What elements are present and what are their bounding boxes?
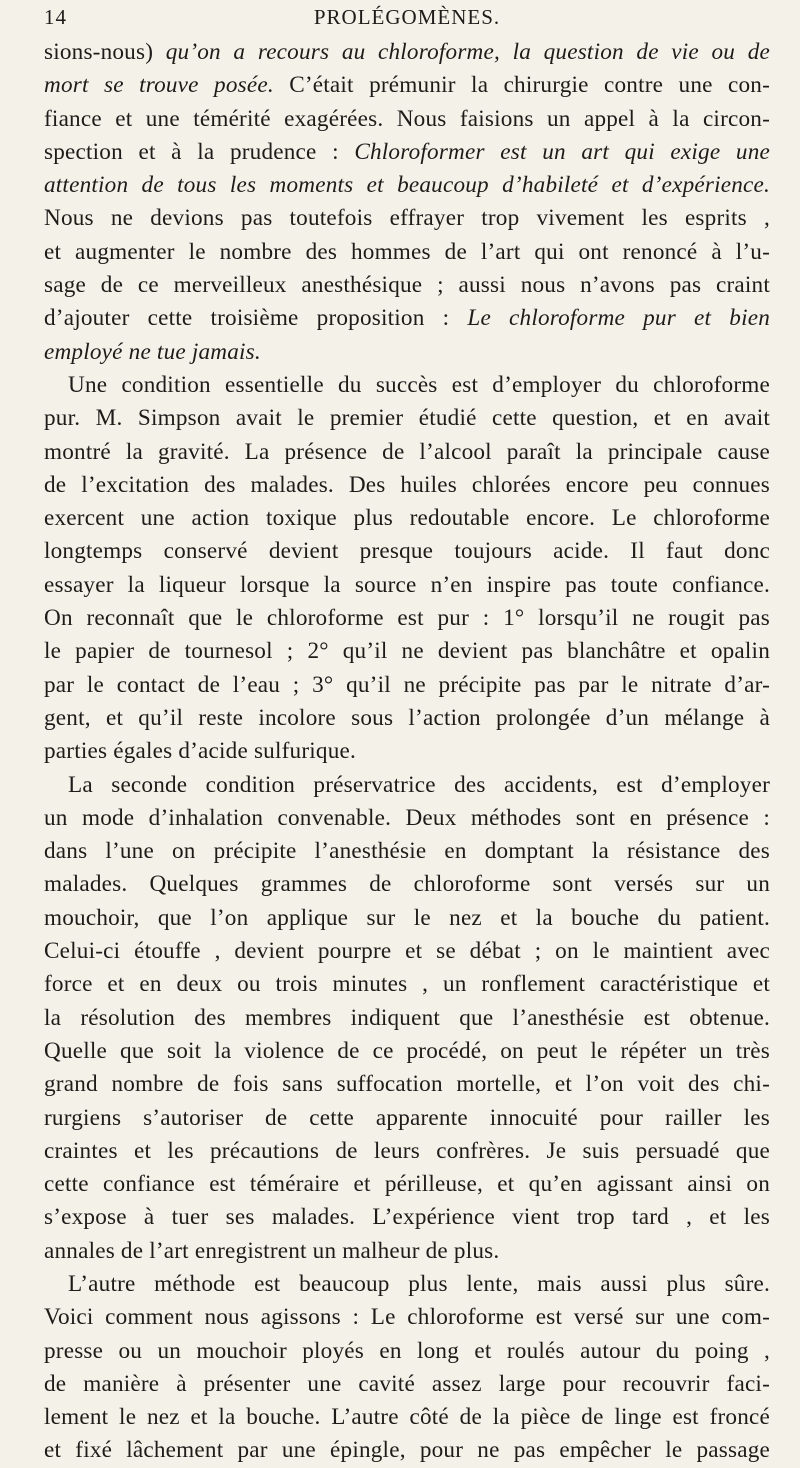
text-segment: C’était prémunir la chirurgie contre une con- — [273, 72, 770, 99]
text-segment: s’expose à tuer ses malades. L’expérience vient trop tard , et les — [44, 1204, 770, 1231]
text-line — [44, 1102, 770, 1135]
text-line — [44, 469, 770, 502]
text-segment: cette confiance est téméraire et périlleuse, et qu’en agissant ainsi on — [44, 1171, 770, 1198]
italic-text: Le chloroforme pur et bien — [467, 305, 770, 332]
text-line — [44, 735, 770, 768]
text-line — [44, 1268, 770, 1301]
text-segment: et fixé lâchement par une épingle, pour ne pas empêcher le passage — [44, 1437, 770, 1464]
text-segment: d’ajouter cette troisième proposition : — [44, 305, 468, 332]
text-segment: dans l’une on précipite l’anesthésie en domptant la résistance des — [44, 838, 770, 865]
text-segment: montré la gravité. La présence de l’alcool paraît la principale cause — [44, 438, 770, 465]
text-segment: fiance et une témérité exagérées. Nous faisions un appel à la circon- — [44, 105, 770, 132]
page-number: 14 — [44, 5, 67, 29]
text-line — [44, 36, 770, 69]
text-segment: le papier de tournesol ; 2° qu’il ne devient pas blanchâtre et opalin — [44, 638, 770, 665]
text-line — [44, 1335, 770, 1368]
text-segment: La seconde condition préservatrice des accidents, est d’employer — [68, 771, 770, 798]
text-segment: Voici comment nous agissons : Le chloroforme est versé sur une com- — [44, 1304, 770, 1331]
running-head — [44, 0, 770, 34]
italic-text: qu’on a recours au chloroforme, la question de vie ou de — [165, 39, 770, 65]
text-line — [44, 103, 770, 136]
text-line — [44, 1434, 770, 1467]
text-segment: de manière à présenter une cavité assez large pour recouvrir faci- — [44, 1370, 770, 1397]
text-line — [44, 902, 770, 935]
text-line — [44, 1301, 770, 1334]
text-line — [44, 535, 770, 568]
text-segment: On reconnaît que le chloroforme est pur : 1° lorsqu’il ne rougit pas — [44, 605, 770, 632]
text-line — [44, 269, 770, 302]
text-line — [44, 69, 770, 102]
text-line — [44, 1201, 770, 1234]
text-segment: un mode d’inhalation convenable. Deux méthodes sont en présence : — [44, 804, 770, 831]
text-segment: lement le nez et la bouche. L’autre côté de la pièce de linge est froncé — [44, 1404, 770, 1431]
text-line — [44, 935, 770, 968]
text-line — [44, 968, 770, 1001]
text-line — [44, 169, 770, 202]
text-line — [44, 569, 770, 602]
text-line — [44, 1068, 770, 1101]
text-segment: Une condition essentielle du succès est d’employer du chloroforme — [68, 371, 770, 398]
text-line — [44, 769, 770, 802]
text-segment: mouchoir, que l’on applique sur le nez et la bouche du patient. — [44, 904, 770, 931]
text-line — [44, 835, 770, 868]
text-line — [44, 136, 770, 169]
text-line — [44, 502, 770, 535]
text-line — [44, 802, 770, 835]
text-segment: spection et à la prudence : — [44, 138, 355, 165]
text-segment: craintes et les précautions de leurs confrères. Je suis persuadé que — [44, 1137, 770, 1164]
text-line — [44, 402, 770, 435]
text-segment: malades. Quelques grammes de chloroforme sont versés sur un — [44, 871, 770, 898]
text-line — [44, 1002, 770, 1035]
text-segment: de l’excitation des malades. Des huiles chlorées encore peu connues — [44, 471, 770, 498]
text-line — [44, 602, 770, 635]
body-text — [44, 36, 770, 1468]
text-segment: essayer la liqueur lorsque la source n’en inspire pas toute confiance. — [44, 571, 770, 598]
text-line — [44, 868, 770, 901]
text-segment: parties égales d’acide sulfurique. — [44, 738, 356, 765]
text-segment: par le contact de l’eau ; 3° qu’il ne précipite pas par le nitrate d’ar- — [44, 671, 770, 698]
italic-text: attention de tous les moments et beaucoup d’habileté et d’expérience. — [44, 172, 770, 199]
text-line — [44, 702, 770, 735]
text-segment: annales de l’art enregistrent un malheur de plus. — [44, 1237, 500, 1264]
text-segment: Quelle que soit la violence de ce procédé, on peut le répéter un très — [44, 1037, 770, 1064]
text-segment: presse ou un mouchoir ployés en long et roulés autour du poing , — [44, 1337, 770, 1364]
text-segment: gent, et qu’il reste incolore sous l’action prolongée d’un mélange à — [44, 704, 770, 731]
text-line — [44, 302, 770, 335]
text-line — [44, 1035, 770, 1068]
text-line — [44, 635, 770, 668]
italic-text: mort se trouve posée. — [44, 72, 274, 99]
text-segment: longtemps conservé devient presque toujours acide. Il faut donc — [44, 538, 770, 565]
italic-text: employé ne tue jamais. — [44, 338, 261, 365]
text-line — [44, 1368, 770, 1401]
text-segment: grand nombre de fois sans suffocation mortelle, et l’on voit des chi- — [44, 1071, 770, 1098]
page-header-title: PROLÉGOMÈNES. — [313, 5, 501, 29]
text-line — [44, 369, 770, 402]
text-line — [44, 336, 770, 369]
text-line — [44, 1168, 770, 1201]
text-line — [44, 436, 770, 469]
text-segment: et augmenter le nombre des hommes de l’art qui ont renoncé à l’u- — [44, 238, 770, 265]
text-segment: L’autre méthode est beaucoup plus lente, mais aussi plus sûre. — [68, 1270, 770, 1297]
text-line — [44, 669, 770, 702]
text-line — [44, 1135, 770, 1168]
text-segment: la résolution des membres indiquent que l’anesthésie est obtenue. — [44, 1004, 770, 1031]
text-segment: Celui-ci étouffe , devient pourpre et se débat ; on le maintient avec — [44, 938, 770, 965]
text-segment: exercent une action toxique plus redoutable encore. Le chloroforme — [44, 505, 770, 532]
text-segment: pur. M. Simpson avait le premier étudié cette question, et en avait — [44, 405, 770, 432]
text-line — [44, 1235, 770, 1268]
text-segment: rurgiens s’autoriser de cette apparente innocuité pour railler les — [44, 1104, 770, 1131]
text-line — [44, 236, 770, 269]
text-segment: force et en deux ou trois minutes , un ronflement caractéristique et — [44, 971, 770, 998]
italic-text: Chloroformer est un art qui exige une — [354, 138, 770, 165]
text-segment: Nous ne devions pas toutefois effrayer trop vivement les esprits , — [44, 205, 770, 232]
text-line — [44, 1401, 770, 1434]
text-segment: sage de ce merveilleux anesthésique ; aussi nous n’avons pas craint — [44, 272, 770, 299]
text-segment: sions-nous) — [44, 39, 166, 65]
text-line — [44, 202, 770, 235]
